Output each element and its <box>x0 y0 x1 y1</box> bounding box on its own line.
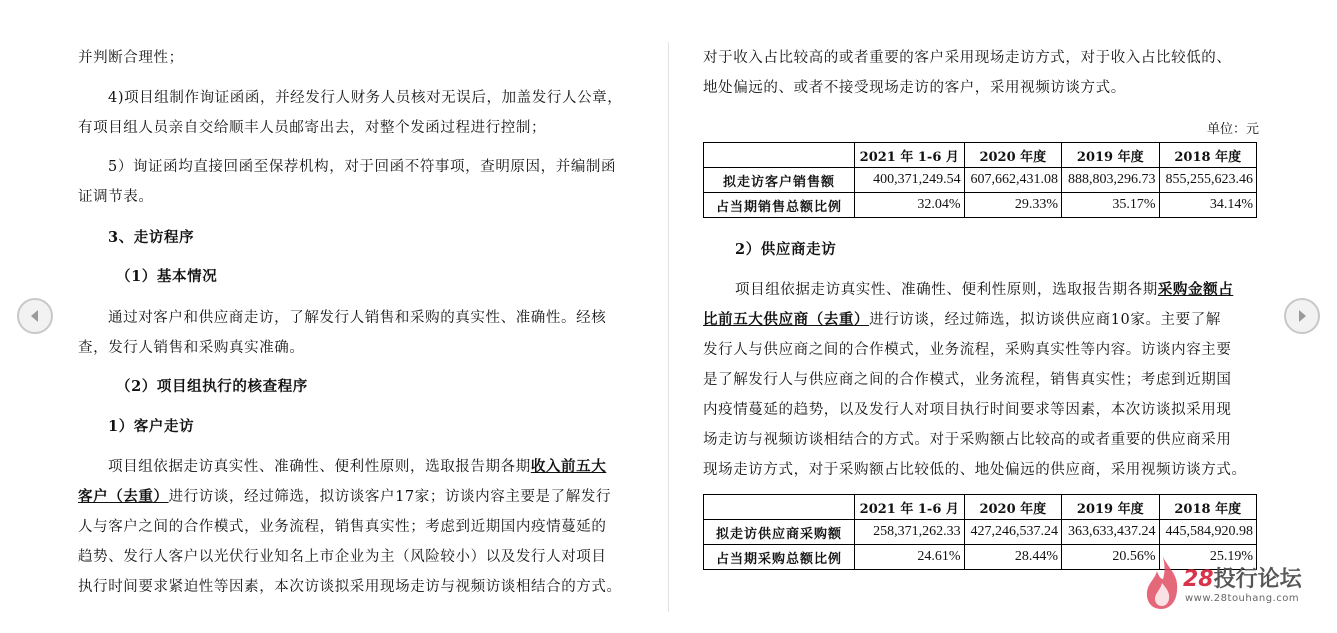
value-cell: 445,584,920.98 <box>1159 520 1256 545</box>
left-page <box>78 0 638 633</box>
subsection-heading: （2）项目组执行的核查程序 <box>116 378 308 395</box>
row-header-cell: 拟走访供应商采购额 <box>704 520 855 545</box>
value-cell: 24.61% <box>855 545 965 570</box>
paragraph-line: 证调节表。 <box>78 189 154 205</box>
text-run: 进行访谈，经过筛选，拟访谈供应商10家。主要了解 <box>869 312 1221 328</box>
table-row <box>704 168 1257 193</box>
emphasis-text: 采购金额占 <box>1157 281 1234 298</box>
paragraph-line: 4)项目组制作询证函函，并经发行人财务人员核对无误后，加盖发行人公章， <box>108 90 623 106</box>
subsection-heading: （1）基本情况 <box>116 268 218 285</box>
value-cell: 28.44% <box>964 545 1061 570</box>
paragraph-line: 场走访与视频访谈相结合的方式。对于采购额占比较高的或者重要的供应商采用 <box>703 432 1232 448</box>
value-cell: 400,371,249.54 <box>855 168 965 193</box>
watermark-url: www.28touhang.com <box>1185 593 1300 604</box>
paragraph-line <box>735 280 1233 300</box>
header-cell: 2021 年 1-6 月 <box>855 495 965 520</box>
value-cell: 35.17% <box>1062 193 1159 218</box>
right-page <box>703 0 1259 633</box>
value-cell: 855,255,623.46 <box>1159 168 1256 193</box>
sub-heading: 2）供应商走访 <box>735 241 837 258</box>
section-heading: 3、走访程序 <box>108 229 195 246</box>
paragraph-line <box>78 487 611 507</box>
paragraph-line <box>703 310 1221 330</box>
header-cell: 2018 年度 <box>1159 143 1256 168</box>
watermark-brand <box>1183 562 1302 593</box>
paragraph-line: 内疫情蔓延的趋势，以及发行人对项目执行时间要求等因素，本次访谈拟采用现 <box>703 402 1232 418</box>
value-cell: 363,633,437.24 <box>1062 520 1159 545</box>
flame-logo-icon <box>1143 555 1183 611</box>
paragraph-line <box>108 457 606 477</box>
page-divider <box>668 42 669 612</box>
header-cell: 2019 年度 <box>1062 143 1159 168</box>
paragraph-line: 对于收入占比较高的或者重要的客户采用现场走访方式，对于收入占比较低的、 <box>703 50 1232 66</box>
table-row <box>704 520 1257 545</box>
emphasis-text: 客户（去重） <box>78 488 169 505</box>
text-run: 项目组依据走访真实性、准确性、便利性原则，选取报告期各期 <box>108 459 531 475</box>
header-cell: 2018 年度 <box>1159 495 1256 520</box>
emphasis-text: 比前五大供应商（去重） <box>703 311 870 328</box>
paragraph-line: 通过对客户和供应商走访，了解发行人销售和采购的真实性、准确性。经核 <box>108 310 607 326</box>
header-cell: 2019 年度 <box>1062 495 1159 520</box>
value-cell: 29.33% <box>964 193 1061 218</box>
table-row <box>704 193 1257 218</box>
paragraph-line: 有项目组人员亲自交给顺丰人员邮寄出去，对整个发函过程进行控制； <box>78 120 547 136</box>
row-header-cell: 占当期销售总额比例 <box>704 193 855 218</box>
prev-page-button[interactable] <box>17 298 53 334</box>
header-cell: 2020 年度 <box>964 143 1061 168</box>
table-header-row <box>704 495 1257 520</box>
paragraph-line: 现场走访方式，对于采购额占比较低的、地处偏远的供应商，采用视频访谈方式。 <box>703 462 1247 478</box>
value-cell: 20.56% <box>1062 545 1159 570</box>
header-cell: 2021 年 1-6 月 <box>855 143 965 168</box>
value-cell: 607,662,431.08 <box>964 168 1061 193</box>
paragraph-line: 5）询证函均直接回函至保荐机构，对于回函不符事项，查明原因，并编制函 <box>108 159 617 175</box>
paragraph-line: 人与客户之间的合作模式，业务流程，销售真实性；考虑到近期国内疫情蔓延的 <box>78 519 607 535</box>
header-cell <box>704 143 855 168</box>
text-run: 进行访谈，经过筛选，拟访谈客户17家；访谈内容主要是了解发行 <box>168 489 612 505</box>
paragraph-line: 是了解发行人与供应商之间的合作模式，业务流程，销售真实性；考虑到近期国 <box>703 372 1232 388</box>
table-header-row <box>704 143 1257 168</box>
next-page-button[interactable] <box>1284 298 1320 334</box>
value-cell: 32.04% <box>855 193 965 218</box>
chevron-right-icon <box>1294 308 1310 324</box>
header-cell <box>704 495 855 520</box>
value-cell: 25.19% <box>1159 545 1256 570</box>
paragraph-line: 并判断合理性； <box>78 50 184 66</box>
emphasis-text: 收入前五大 <box>530 458 607 475</box>
row-header-cell: 占当期采购总额比例 <box>704 545 855 570</box>
watermark-text: 投行论坛 <box>1213 567 1302 592</box>
paragraph-line: 趋势、发行人客户以光伏行业知名上市企业为主（风险较小）以及发行人对项目 <box>78 549 607 565</box>
value-cell: 427,246,537.24 <box>964 520 1061 545</box>
sub-heading: 1）客户走访 <box>108 418 195 435</box>
value-cell: 34.14% <box>1159 193 1256 218</box>
watermark-number: 28 <box>1183 567 1214 592</box>
paragraph-line: 执行时间要求紧迫性等因素，本次访谈拟采用现场走访与视频访谈相结合的方式。 <box>78 579 622 595</box>
chevron-left-icon <box>27 308 43 324</box>
row-header-cell: 拟走访客户销售额 <box>704 168 855 193</box>
value-cell: 888,803,296.73 <box>1062 168 1159 193</box>
paragraph-line: 查，发行人销售和采购真实准确。 <box>78 340 305 356</box>
unit-label: 单位：元 <box>1206 122 1259 137</box>
paragraph-line: 地处偏远的、或者不接受现场走访的客户，采用视频访谈方式。 <box>703 80 1126 96</box>
paragraph-line: 发行人与供应商之间的合作模式，业务流程，采购真实性等内容。访谈内容主要 <box>703 342 1232 358</box>
watermark-logo <box>1143 553 1318 613</box>
value-cell: 258,371,262.33 <box>855 520 965 545</box>
customer-table <box>703 142 1257 218</box>
header-cell: 2020 年度 <box>964 495 1061 520</box>
text-run: 项目组依据走访真实性、准确性、便利性原则，选取报告期各期 <box>735 282 1158 298</box>
